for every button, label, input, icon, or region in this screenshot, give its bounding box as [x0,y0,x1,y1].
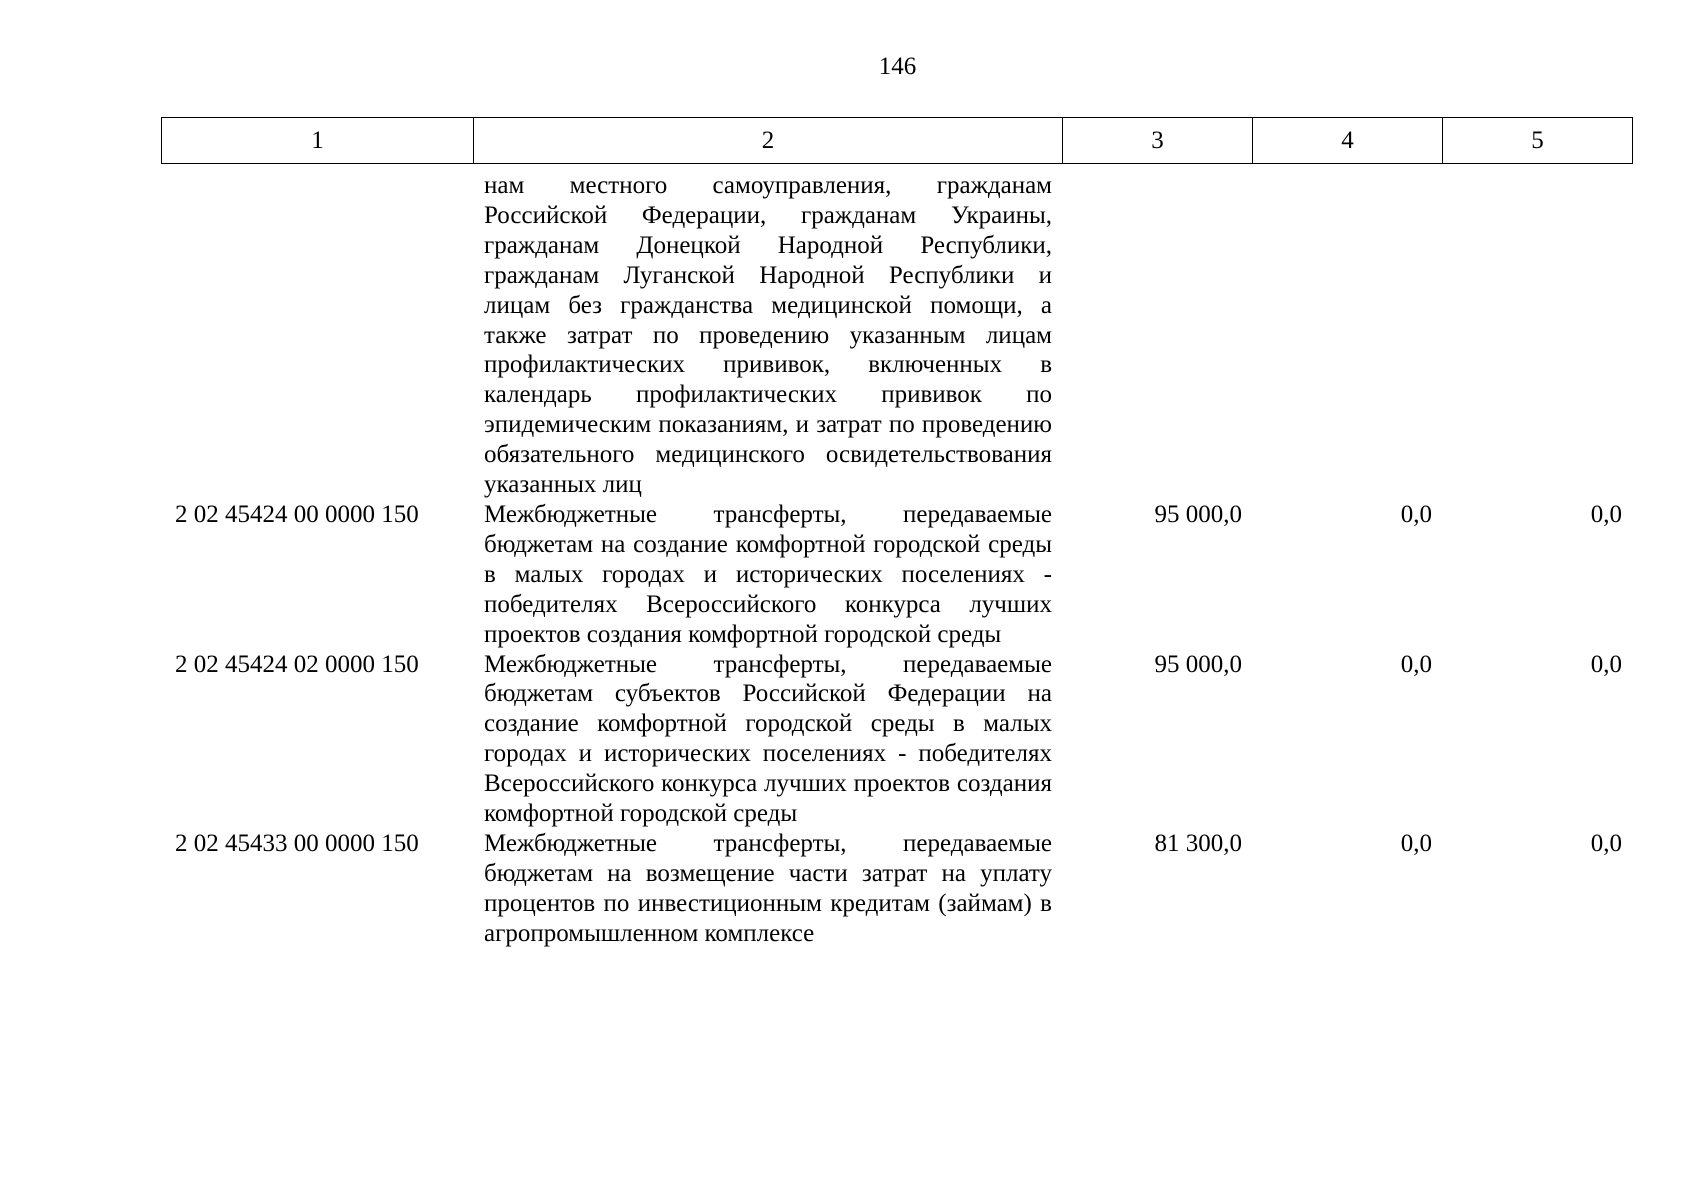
row-value-col4: 0,0 [1400,650,1432,678]
row-name: Межбюджетные трансферты, передаваемые бюджетам на создание комфортной городской среды в малых городах и исторических поселениях - победителях Всероссийского конкурса лучших проектов создания комфортной городской среды [484,500,1052,648]
row-value-col5: 0,0 [1590,829,1622,857]
row-code: 2 02 45433 00 0000 150 [175,829,419,857]
empty-cell [1442,171,1632,500]
row-value-col3: 81 300,0 [1154,829,1242,857]
header-row [162,118,1633,164]
table-row [161,500,1632,650]
table-row [161,829,1632,949]
table-header [161,117,1633,164]
empty-cell [1252,171,1442,500]
row-name: Межбюджетные трансферты, передаваемые бюджетам субъектов Российской Федерации на создание комфортной городской среды в малых городах и исторических поселениях - победителях Всероссийского конкурса лучших проектов создания комфортной городской среды [484,650,1052,828]
row-value-col4: 0,0 [1400,500,1432,528]
page-number: 146 [878,53,917,80]
row-value-col5: 0,0 [1590,500,1622,528]
row-value-col3: 95 000,0 [1154,650,1242,678]
row-value-col3: 95 000,0 [1154,500,1242,528]
header-cell-4: 4 [1253,118,1443,164]
header-cell-1: 1 [162,118,474,164]
row-name: Межбюджетные трансферты, передаваемые бюджетам на возмещение части затрат на уплату процентов по инвестиционным кредитам (займам) в агропромышленном комплексе [484,829,1052,947]
row-value-col5: 0,0 [1590,650,1622,678]
empty-cell [1062,171,1252,500]
table-row [161,650,1632,829]
continuation-text: нам местного самоуправления, гражданам Российской Федерации, гражданам Украины, гражданам Донецкой Народной Республики, гражданам Луганской Народной Республики и лицам без гражданства медицинской помощи, а также затрат по проведению указанным лицам профилактических прививок, включенных в календарь профилактических прививок по эпидемическим показаниям, и затрат по проведению обязательного медицинского освидетельствования указанных лиц [484,172,1052,499]
row-code: 2 02 45424 00 0000 150 [175,500,419,528]
table-body [161,171,1632,949]
continuation-code-cell [161,171,473,500]
continuation-row [161,171,1632,500]
row-code: 2 02 45424 02 0000 150 [175,650,419,678]
header-cell-5: 5 [1443,118,1633,164]
row-value-col4: 0,0 [1400,829,1432,857]
header-cell-3: 3 [1063,118,1253,164]
header-cell-2: 2 [474,118,1063,164]
